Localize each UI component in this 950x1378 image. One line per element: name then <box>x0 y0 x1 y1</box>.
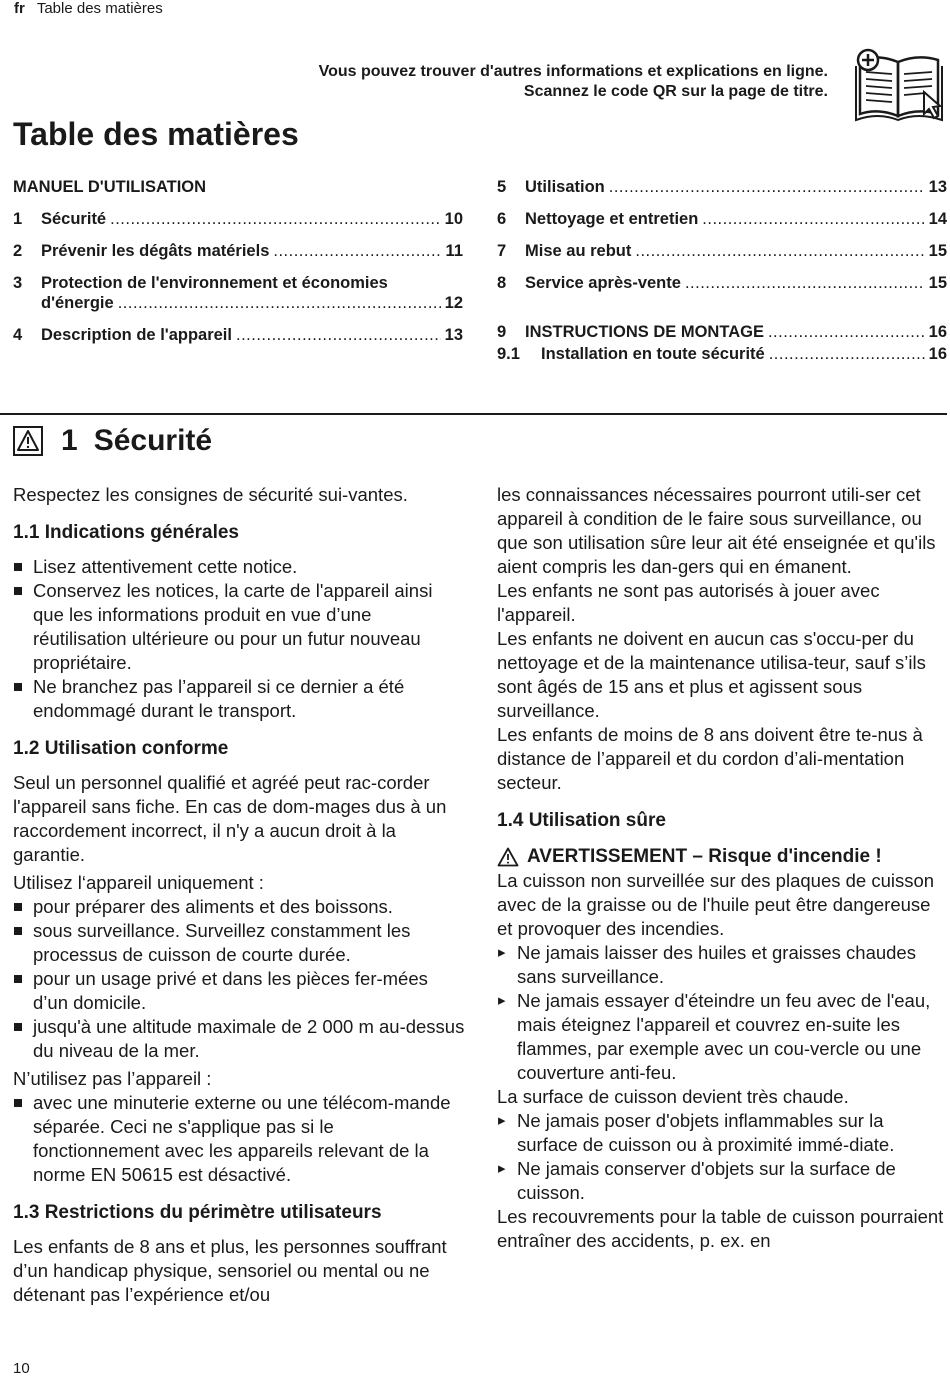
intro-text: Respectez les consignes de sécurité sui-vantes. <box>13 484 408 505</box>
list-1-1 <box>13 555 465 723</box>
heading-1-2: 1.2 Utilisation conforme <box>13 738 229 759</box>
paragraph: les connaissances nécessaires pourront utili-ser cet appareil à condition de le faire sous surveillance, ou que son utilisation sûre leur ait été enseignée et qu'ils aient compris les dan-gers qui en émanent. <box>497 484 936 577</box>
list-item: sous surveillance. Surveillez constamment les processus de cuisson de courte durée. <box>13 919 465 967</box>
toc-entry-service[interactable]: 8 Service après-vente ..... 15 <box>497 274 947 293</box>
toc-entry-environnement-line1[interactable]: 3 Protection de l'environnement et économies <box>13 274 388 292</box>
left-column <box>13 483 465 1307</box>
toc-entry-environnement-line2[interactable]: d'énergie ..... 12 <box>13 294 463 313</box>
list-item: Conservez les notices, la carte de l'appareil ainsi que les informations produit en vue d’une réutilisation ultérieure ou pour un futur nouveau propriétaire. <box>13 579 465 675</box>
list-item: Lisez attentivement cette notice. <box>13 555 465 579</box>
list-item: jusqu'à une altitude maximale de 2 000 m au-dessus du niveau de la mer. <box>13 1015 465 1063</box>
book-info-icon <box>854 46 944 122</box>
list-item: ▸ Ne jamais poser d'objets inflammables sur la surface de cuisson ou à proximité immé-diate. <box>497 1109 947 1157</box>
online-note: Vous pouvez trouver d'autres informations et explications en ligne. Scannez le code QR sur la page de titre. <box>318 63 828 100</box>
section-heading: Sécurité <box>93 424 213 457</box>
dot-leader <box>702 210 924 229</box>
paragraph: Les enfants ne sont pas autorisés à jouer avec l'appareil. <box>497 580 880 625</box>
dot-leader <box>769 345 925 364</box>
list-1-2-b <box>13 1091 465 1187</box>
toc-entry-securite[interactable]: 1 Sécurité ..... 10 <box>13 210 463 229</box>
dot-leader <box>118 294 441 313</box>
paragraph: N’utilisez pas l’appareil : <box>13 1068 212 1089</box>
section-divider <box>0 413 947 415</box>
toc-entry-nettoyage[interactable]: 6 Nettoyage et entretien ..... 14 <box>497 210 947 229</box>
dot-leader <box>110 210 441 229</box>
warning-icon <box>13 426 43 456</box>
page-number: 10 <box>13 1360 30 1377</box>
dot-leader <box>685 274 925 293</box>
toc-entry-utilisation[interactable]: 5 Utilisation ..... 13 <box>497 178 947 197</box>
paragraph: La cuisson non surveillée sur des plaques de cuisson avec de la graisse ou de l'huile peut être dangereuse et provoquer des incendies. <box>497 870 935 939</box>
list-item: pour préparer des aliments et des boissons. <box>13 895 465 919</box>
toc-entry-description[interactable]: 4 Description de l'appareil ..... 13 <box>13 326 463 345</box>
list-item: pour un usage privé et dans les pièces fer-mées d’un domicile. <box>13 967 465 1015</box>
language-code: fr <box>14 0 25 17</box>
list-item: avec une minuterie externe ou une télécom-mande séparée. Ceci ne s'applique pas si le fonctionnement avec les appareils relevant de la norme EN 50615 est désactivé. <box>13 1091 465 1187</box>
paragraph: Les enfants ne doivent en aucun cas s'occu-per du nettoyage et de la maintenance utilisa-teur, sauf s’ils sont âgés de 15 ans et plus et agissent sous surveillance. <box>497 628 926 721</box>
right-column <box>497 483 947 1253</box>
toc-entry-installation[interactable]: 9.1 Installation en toute sécurité ..... 16 <box>497 345 947 364</box>
list-item: ▸ Ne jamais laisser des huiles et graisses chaudes sans surveillance. <box>497 941 947 989</box>
toc-title: Table des matières <box>13 116 299 152</box>
list-item: ▸ Ne jamais conserver d'objets sur la surface de cuisson. <box>497 1157 947 1205</box>
dot-leader <box>635 242 924 261</box>
toc-entry-degats[interactable]: 2 Prévenir les dégâts matériels ..... 11 <box>13 242 463 261</box>
toc-entry-montage[interactable]: 9 INSTRUCTIONS DE MONTAGE ..... 16 <box>497 323 947 342</box>
dot-leader <box>273 242 441 261</box>
paragraph: Les recouvrements pour la table de cuisson pourraient entraîner des accidents, p. ex. en <box>497 1206 944 1251</box>
toc-entry-rebut[interactable]: 7 Mise au rebut ..... 15 <box>497 242 947 261</box>
paragraph: Les enfants de 8 ans et plus, les personnes souffrant d’un handicap physique, sensoriel ou mental ou ne détenant pas l’expérience et/ou <box>13 1236 447 1305</box>
warning-triangle-icon <box>497 847 519 867</box>
list-item: Ne branchez pas l’appareil si ce dernier a été endommagé durant le transport. <box>13 675 465 723</box>
manual-heading: MANUEL D'UTILISATION <box>13 178 207 196</box>
dot-leader <box>609 178 925 197</box>
section-title <box>13 424 212 458</box>
list-1-4-a <box>497 941 947 1085</box>
dot-leader <box>768 323 925 342</box>
paragraph: Les enfants de moins de 8 ans doivent être te-nus à distance de l’appareil et du cordon d’ali-mentation secteur. <box>497 724 923 793</box>
list-1-2-a <box>13 895 465 1063</box>
paragraph: Seul un personnel qualifié et agréé peut rac-corder l'appareil sans fiche. En cas de dom-mages dus à un raccordement incorrect, il n'y a aucun droit à la garantie. <box>13 772 447 865</box>
heading-1-4: 1.4 Utilisation sûre <box>497 810 666 831</box>
section-number: 1 <box>61 424 78 457</box>
page-header <box>14 0 163 17</box>
paragraph: La surface de cuisson devient très chaude. <box>497 1086 849 1107</box>
heading-1-1: 1.1 Indications générales <box>13 522 239 543</box>
list-item: ▸ Ne jamais essayer d'éteindre un feu avec de l'eau, mais éteignez l'appareil et couvrez en-suite les flammes, par exemple avec un cou-vercle ou une couverture anti-feu. <box>497 989 947 1085</box>
heading-1-3: 1.3 Restrictions du périmètre utilisateurs <box>13 1202 382 1223</box>
paragraph: Utilisez l‘appareil uniquement : <box>13 872 264 893</box>
header-section: Table des matières <box>36 0 163 17</box>
list-1-4-b <box>497 1109 947 1205</box>
warning-heading: AVERTISSEMENT – Risque d'incendie ! <box>497 845 947 869</box>
dot-leader <box>236 326 441 345</box>
